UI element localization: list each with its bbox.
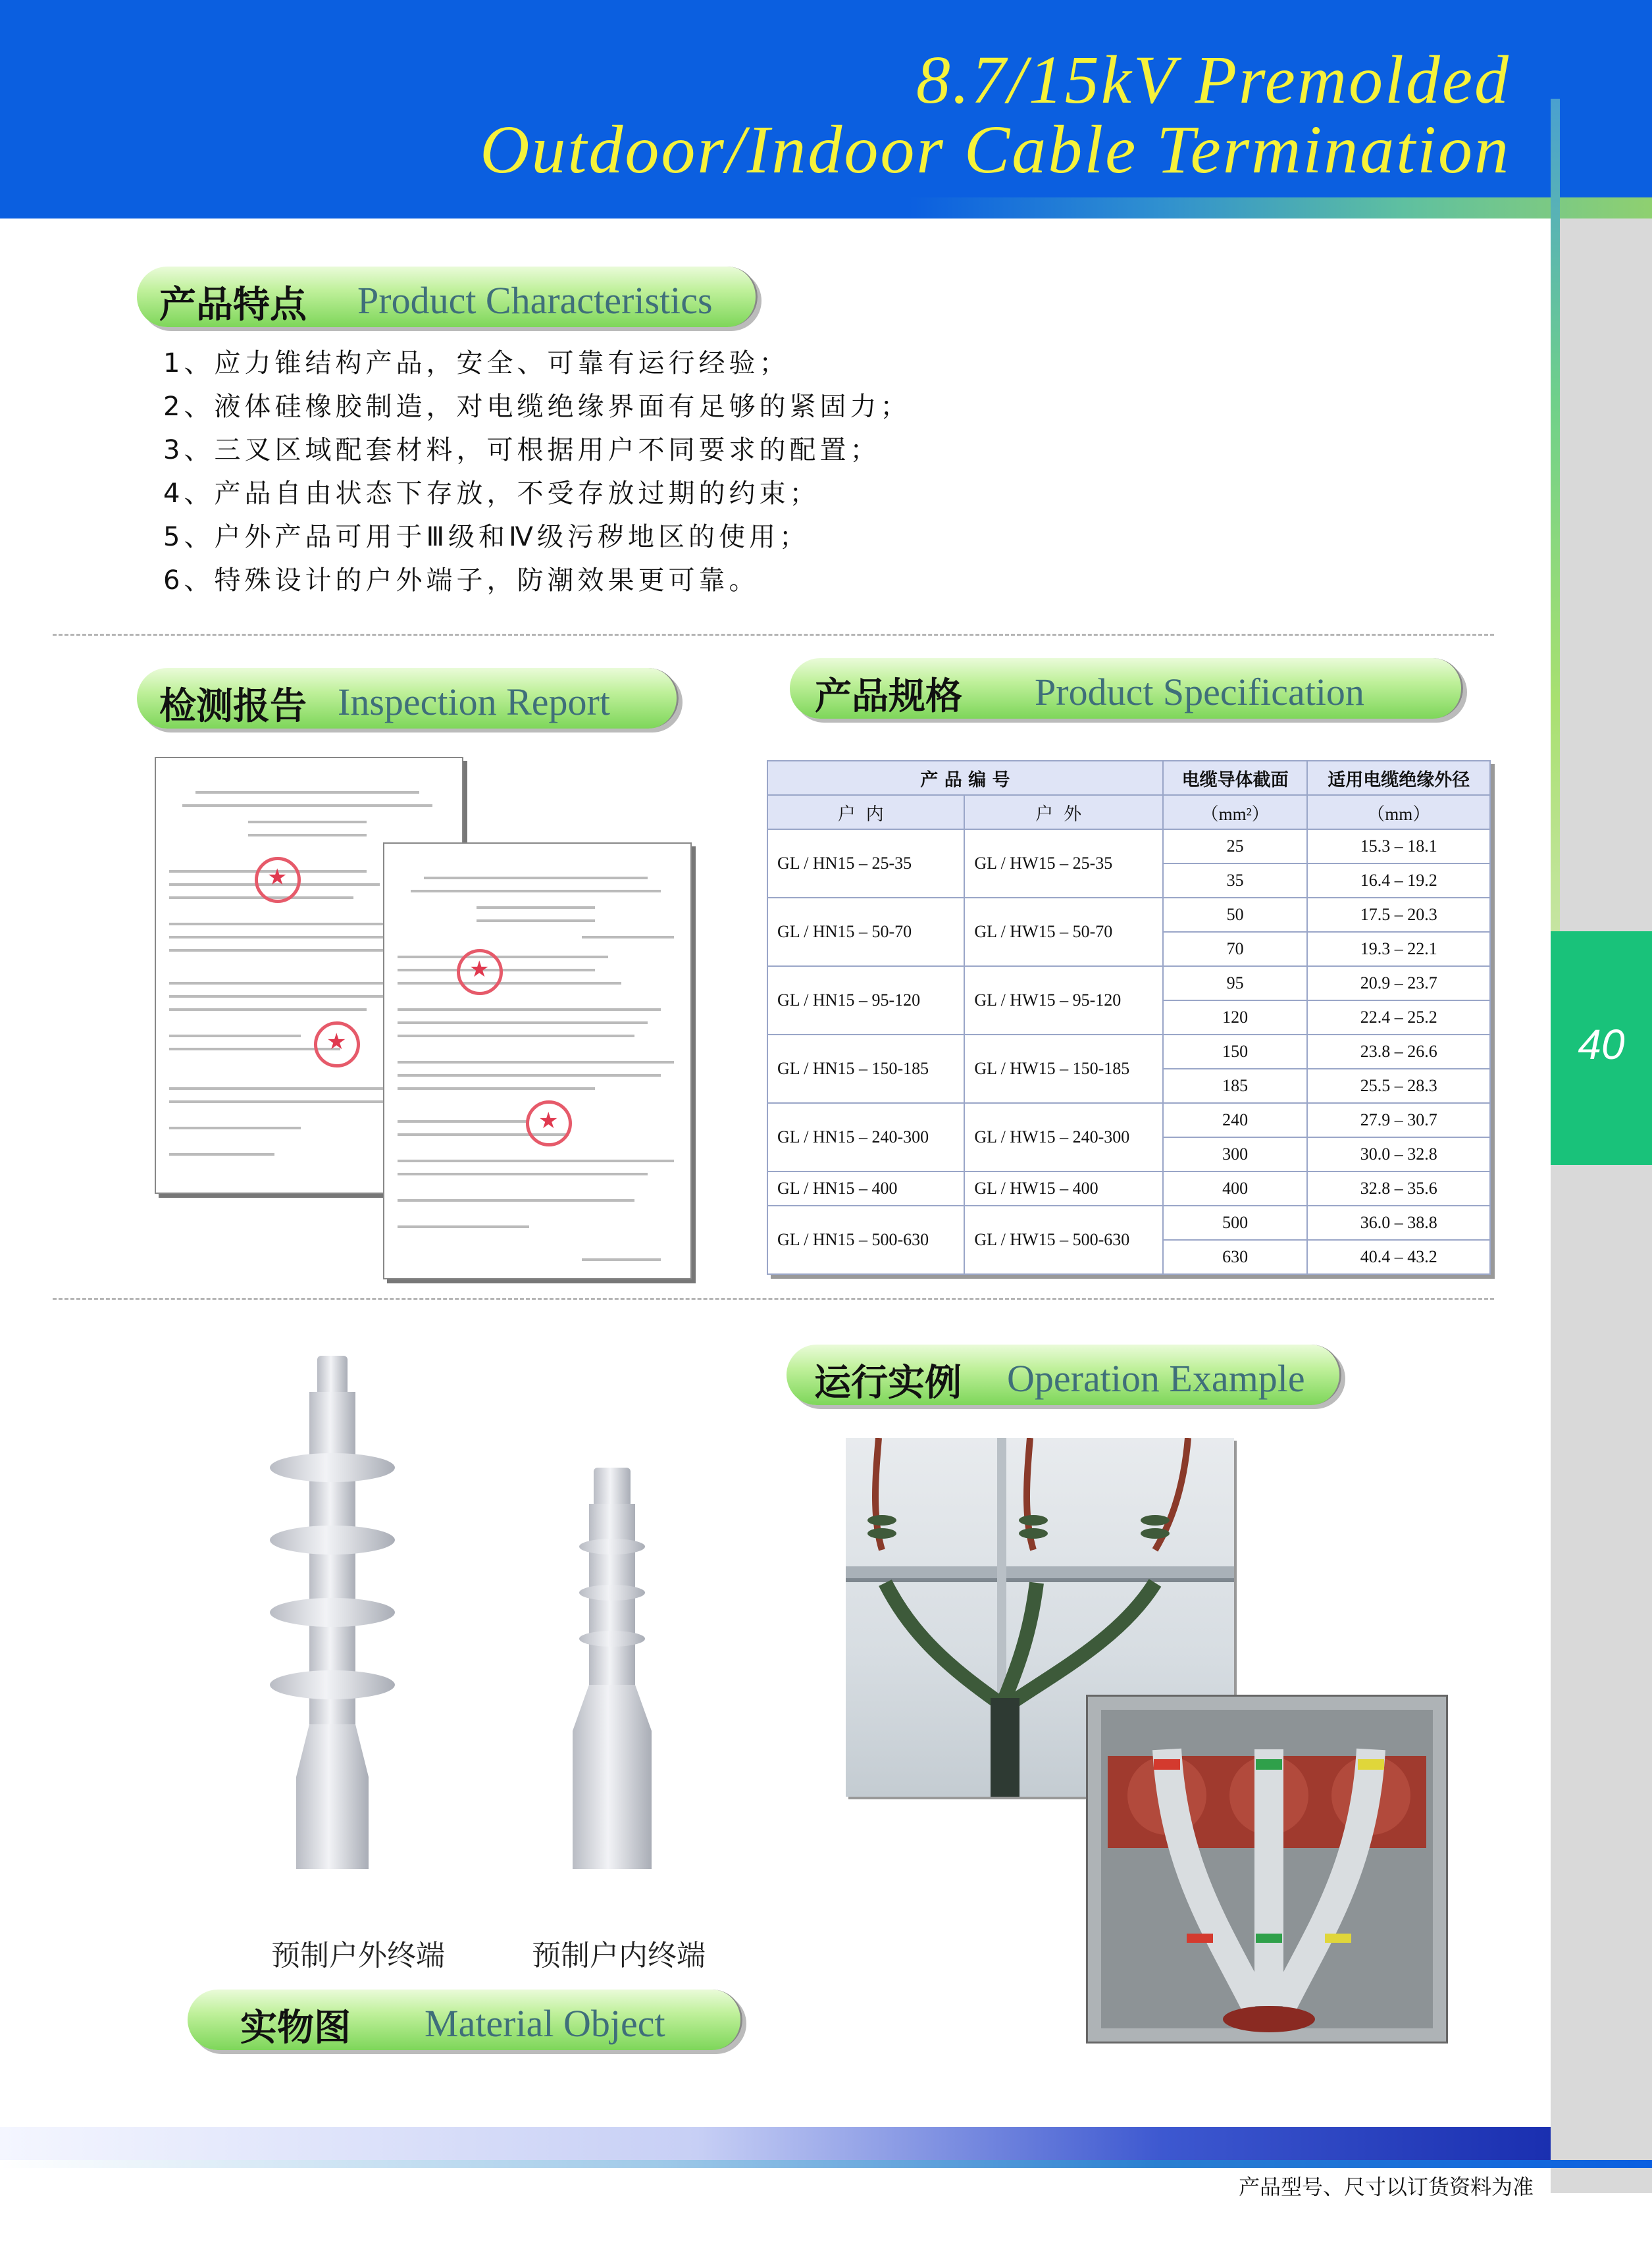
indoor-model: GL / HN15 – 150-185 [767,1035,964,1103]
operation-heading-zh: 运行实例 [814,1362,962,1404]
indoor-model: GL / HN15 – 25-35 [767,829,964,898]
red-seal-icon [255,857,301,903]
conductor-section: 70 [1163,932,1308,966]
operation-heading [787,1345,1341,1405]
conductor-section: 240 [1163,1103,1308,1137]
conductor-section: 300 [1163,1137,1308,1171]
red-seal-icon [526,1100,572,1146]
inspection-heading-en: Inspection Report [338,681,610,723]
header-indoor: 户内 [767,795,964,829]
table-row [767,829,1490,863]
divider [53,1298,1494,1300]
header-conductor-section: 电缆导体截面 [1163,761,1308,795]
indoor-model: GL / HN15 – 50-70 [767,898,964,966]
header-gradient-strip [0,197,1652,218]
page-number: 40 [1578,1021,1625,1068]
sidebar-gradient-strip [1551,99,1560,1000]
right-sidebar [1551,218,1652,2193]
insulation-diameter: 36.0 – 38.8 [1307,1206,1490,1240]
caption-outdoor-termination: 预制户外终端 [271,1939,445,1972]
specification-heading-zh: 产品规格 [815,675,962,718]
indoor-model: GL / HN15 – 240-300 [767,1103,964,1171]
specification-heading-en: Product Specification [1035,671,1364,713]
red-seal-icon [457,949,503,995]
footer-gradient-bar [0,2127,1551,2160]
insulation-diameter: 16.4 – 19.2 [1307,863,1490,898]
page-title-line1: 8.7/15kV Premolded [916,42,1510,118]
characteristic-item: 4、产品自由状态下存放，不受存放过期的约束； [163,478,820,509]
indoor-termination-image [559,1468,665,1869]
divider [53,634,1494,636]
red-seal-icon [314,1021,360,1067]
conductor-section: 630 [1163,1240,1308,1274]
insulation-diameter: 19.3 – 22.1 [1307,932,1490,966]
footer-note: 产品型号、尺寸以订货资料为准 [1238,2174,1534,2199]
outdoor-model: GL / HW15 – 50-70 [964,898,1162,966]
insulation-diameter: 27.9 – 30.7 [1307,1103,1490,1137]
table-header-row [767,761,1490,795]
insulation-diameter: 20.9 – 23.7 [1307,966,1490,1000]
header-insulation-diameter: 适用电缆绝缘外径 [1307,761,1490,795]
conductor-section: 25 [1163,829,1308,863]
indoor-model: GL / HN15 – 95-120 [767,966,964,1035]
conductor-section: 185 [1163,1069,1308,1103]
conductor-section: 500 [1163,1206,1308,1240]
insulation-diameter: 25.5 – 28.3 [1307,1069,1490,1103]
insulation-diameter: 32.8 – 35.6 [1307,1171,1490,1206]
caption-indoor-termination: 预制户内终端 [532,1939,706,1972]
outdoor-termination-image [270,1356,395,1869]
material-heading [188,1990,742,2050]
header-outdoor: 户外 [964,795,1162,829]
table-row [767,898,1490,932]
inspection-report-page-2 [383,842,692,1279]
outdoor-model: GL / HW15 – 240-300 [964,1103,1162,1171]
indoor-installation-photo [1086,1695,1448,2044]
outdoor-model: GL / HW15 – 95-120 [964,966,1162,1035]
inspection-heading-zh: 检测报告 [159,685,307,728]
table-row [767,1103,1490,1137]
specification-table [767,760,1491,1275]
outdoor-model: GL / HW15 – 400 [964,1171,1162,1206]
page-title-line2: Outdoor/Indoor Cable Termination [480,112,1510,188]
characteristic-item: 6、特殊设计的户外端子，防潮效果更可靠。 [163,565,760,596]
insulation-diameter: 40.4 – 43.2 [1307,1240,1490,1274]
characteristics-heading-en: Product Characteristics [357,279,713,322]
table-row [767,1035,1490,1069]
characteristics-heading [137,267,758,327]
conductor-section: 50 [1163,898,1308,932]
insulation-diameter: 17.5 – 20.3 [1307,898,1490,932]
outdoor-model: GL / HW15 – 25-35 [964,829,1162,898]
conductor-section: 35 [1163,863,1308,898]
header-conductor-unit: （mm²） [1163,795,1308,829]
conductor-section: 400 [1163,1171,1308,1206]
insulation-diameter: 23.8 – 26.6 [1307,1035,1490,1069]
table-subheader-row [767,795,1490,829]
indoor-model: GL / HN15 – 500-630 [767,1206,964,1274]
table-row [767,966,1490,1000]
material-heading-zh: 实物图 [240,2007,351,2049]
characteristic-item: 3、三叉区域配套材料，可根据用户不同要求的配置； [163,435,881,465]
specification-heading [790,658,1463,719]
characteristic-item: 2、液体硅橡胶制造，对电缆绝缘界面有足够的紧固力； [163,392,911,422]
outdoor-model: GL / HW15 – 500-630 [964,1206,1162,1274]
characteristics-heading-zh: 产品特点 [159,284,307,326]
table-row [767,1206,1490,1240]
operation-heading-en: Operation Example [1007,1357,1305,1400]
inspection-heading [137,668,679,729]
indoor-model: GL / HN15 – 400 [767,1171,964,1206]
insulation-diameter: 22.4 – 25.2 [1307,1000,1490,1035]
characteristic-item: 5、户外产品可用于Ⅲ级和Ⅳ级污秽地区的使用； [163,522,810,552]
header-product-code: 产 品 编 号 [767,761,1163,795]
conductor-section: 150 [1163,1035,1308,1069]
insulation-diameter: 30.0 – 32.8 [1307,1137,1490,1171]
footer-gradient-strip [0,2160,1652,2168]
conductor-section: 95 [1163,966,1308,1000]
header-insulation-unit: （mm） [1307,795,1490,829]
characteristic-item: 1、应力锥结构产品，安全、可靠有运行经验； [163,348,790,378]
outdoor-model: GL / HW15 – 150-185 [964,1035,1162,1103]
material-heading-en: Material Object [425,2002,665,2045]
insulation-diameter: 15.3 – 18.1 [1307,829,1490,863]
table-row [767,1171,1490,1206]
conductor-section: 120 [1163,1000,1308,1035]
